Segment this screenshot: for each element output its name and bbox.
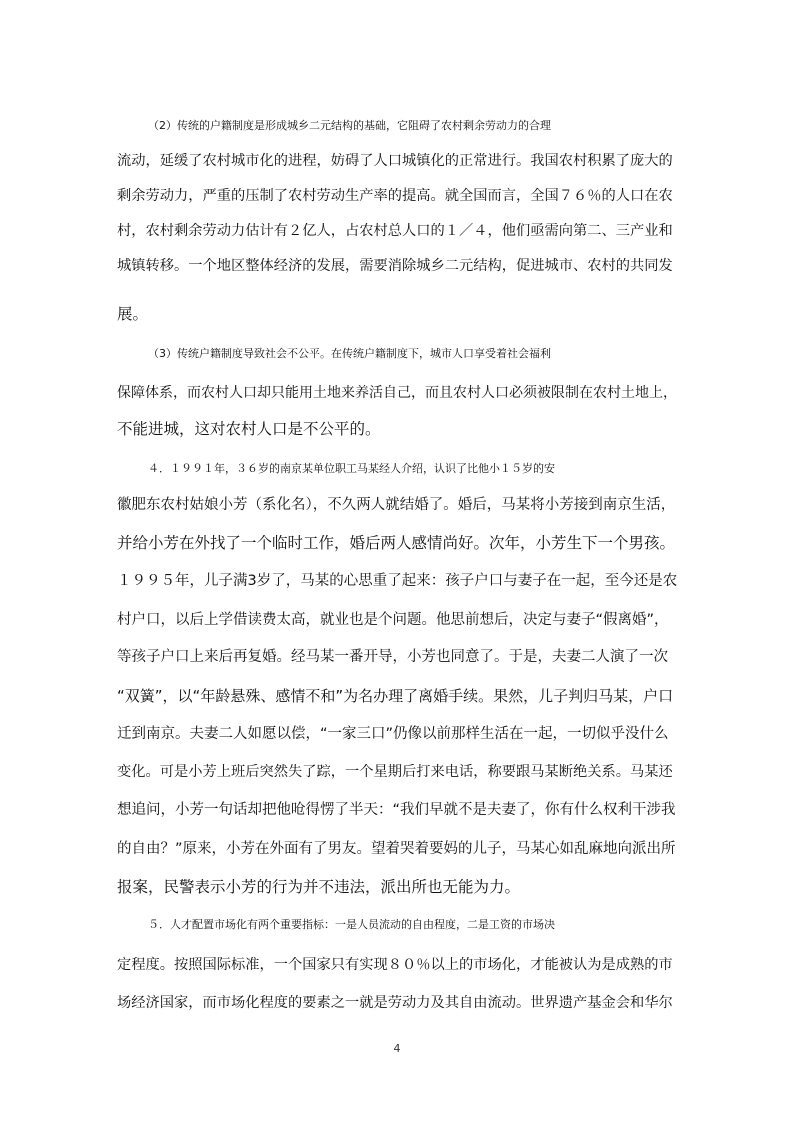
text-line: 并给小芳在外找了一个临时工作，婚后两人感情尚好。次年，小芳生下一个男孩。 (117, 534, 676, 552)
text-line: ４．１９９１年，３６岁的南京某单位职工马某经人介绍，认识了比他小１５岁的安 (148, 462, 555, 475)
text-line: 村户口，以后上学借读费太高，就业也是个问题。他思前想后，决定与妻子“假离婚”， (117, 612, 669, 628)
text-line: 剩余劳动力，严重的压制了农村劳动生产率的提高。就全国而言，全国７６％的人口在农 (117, 188, 673, 204)
text-line: 城镇转移。一个地区整体经济的发展，需要消除城乡二元结构，促进城市、农村的共同发 (117, 258, 673, 274)
text-line: 流动，延缓了农村城市化的进程，妨碍了人口城镇化的正常进行。我国农村积累了庞大的 (117, 153, 673, 169)
text-line: （3）传统户籍制度导致社会不公平。在传统户籍制度下，城市人口享受着社会福利 (148, 347, 551, 360)
text-line: 迁到南京。夫妻二人如愿以偿，“一家三口”仍像以前那样生活在一起，一切似乎没什么 (117, 726, 669, 742)
text-line: 不能进城，这对农村人口是不公平的。 (117, 420, 381, 438)
text-line: 保障体系，而农村人口却只能用土地来养活自己，而且农村人口必须被限制在农村土地上， (117, 385, 677, 401)
page-number: 4 (393, 1042, 401, 1055)
text-line: １９９５年，儿子满3岁了，马某的心思重了起来：孩子户口与妻子在一起，至今还是农 (117, 573, 678, 589)
text-line: “双簧”，以“年龄悬殊、感情不和”为名办理了离婚手续。果然，儿子判归马某，户口 (117, 687, 674, 705)
text-line: 徽肥东农村姑娘小芳（系化名），不久两人就结婚了。婚后，马某将小芳接到南京生活， (117, 497, 676, 513)
text-line: 报案，民警表示小芳的行为并不违法，派出所也无能为力。 (117, 878, 521, 896)
text-line: 定程度。按照国际标准，一个国家只有实现８０％以上的市场化，才能被认为是成熟的市 (117, 957, 673, 973)
text-line: 等孩子户口上来后再复婚。经马某一番开导，小芳也同意了。于是，夫妻二人演了一次 (117, 649, 668, 665)
text-line: 村，农村剩余劳动力估计有２亿人，占农村总人口的１／４，他们亟需向第二、三产业和 (117, 223, 673, 239)
text-line: （2）传统的户籍制度是形成城乡二元结构的基础，它阻碍了农村剩余劳动力的合理 (148, 119, 551, 132)
text-line: 的自由？”原来，小芳在外面有了男友。望着哭着要妈的儿子，马某心如乱麻地向派出所 (117, 841, 676, 857)
text-line: 展。 (117, 305, 149, 323)
text-line: 场经济国家，而市场化程度的要素之一就是劳动力及其自由流动。世界遗产基金会和华尔 (117, 995, 673, 1011)
text-line: 变化。可是小芳上班后突然失了踪，一个星期后打来电话，称要跟马某断绝关系。马某还 (117, 764, 673, 780)
text-line: 想追问，小芳一句话却把他呛得愣了半天：“我们早就不是夫妻了，你有什么权利干涉我 (117, 802, 676, 818)
text-line: ５．人才配置市场化有两个重要指标：一是人员流动的自由程度，二是工资的市场决 (148, 918, 555, 931)
